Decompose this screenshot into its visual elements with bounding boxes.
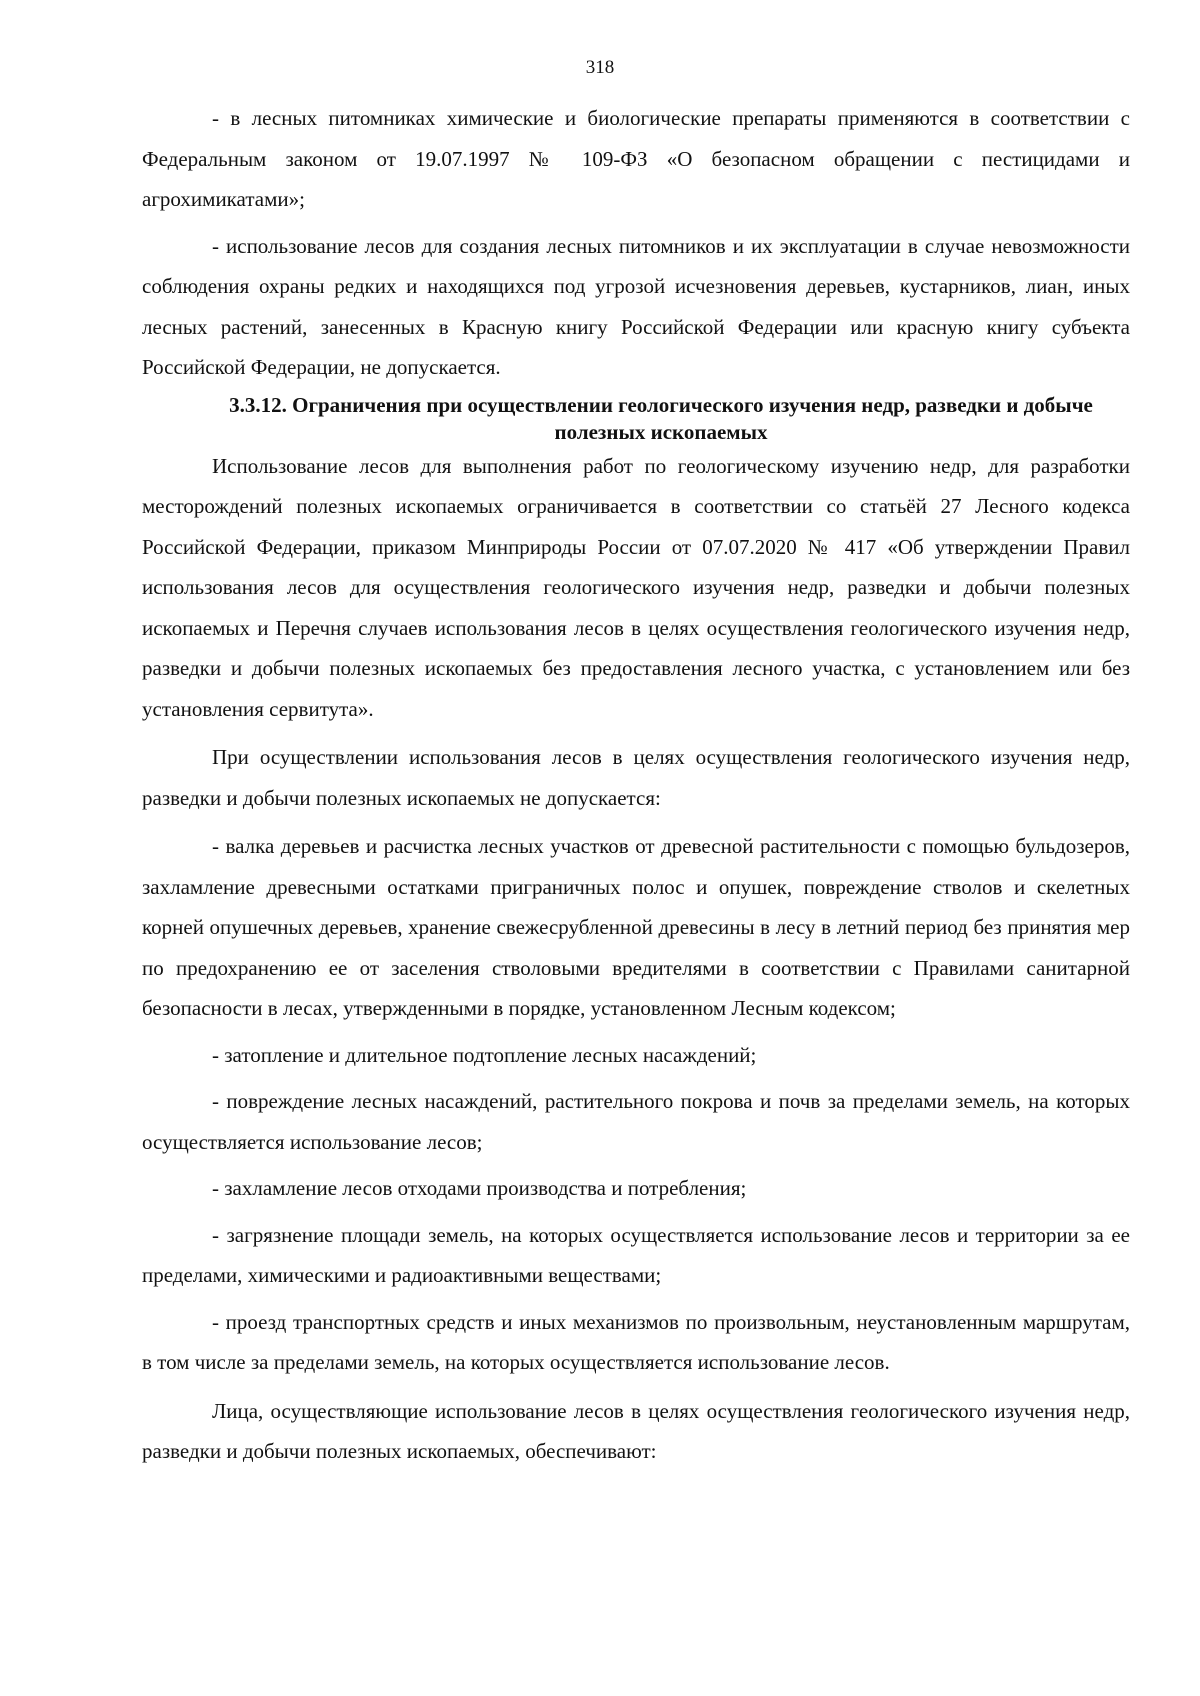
list-item-waste: - захламление лесов отходами производства и потребления;	[212, 1176, 747, 1200]
list-item-flooding: - затопление и длительное подтопление лесных насаждений;	[212, 1042, 757, 1067]
paragraph-not-allowed-intro: При осуществлении использования лесов в целях осуществления геологического изучения недр, разведки и добычи полезных ископаемых не допускается:	[142, 745, 1130, 810]
list-item-vehicles: - проезд транспортных средств и иных механизмов по произвольным, неустановленным маршрутам, в том числе за пределами земель, на которых осуществляется использование лесов.	[142, 1309, 1130, 1374]
paragraph-obligations: Лица, осуществляющие использование лесов в целях осуществления геологического изучения недр, разведки и добычи полезных ископаемых, обеспечивают:	[142, 1398, 1130, 1463]
paragraph-geology-intro: Использование лесов для выполнения работ по геологическому изучению недр, для разработки месторождений полезных ископаемых ограничивается в соответствии со статьёй 27 Лесного кодекса Российской Федерации, приказом Минприроды России от 07.07.2020 № 417 «Об утверждении Правил использования лесов для осуществления геологического изучения недр, разведки и добычи полезных ископаемых и Перечня случаев использования лесов в целях осуществления геологического изучения недр, разведки и добычи полезных ископаемых без предоставления лесного участка, с установлением или без установления сервитута».	[142, 453, 1130, 721]
list-item-damage: - повреждение лесных насаждений, растительного покрова и почв за пределами земель, на которых осуществляется использование лесов;	[142, 1089, 1130, 1154]
page-number: 318	[585, 57, 615, 78]
list-item-pollution: - загрязнение площади земель, на которых осуществляется использование лесов и территории за ее пределами, химическими и радиоактивными веществами;	[142, 1222, 1130, 1287]
section-heading: 3.3.12. Ограничения при осуществлении геологического изучения недр, разведки и добыче полезных ископаемых	[229, 392, 1093, 444]
document-body	[142, 98, 1130, 1472]
paragraph-pesticides: - в лесных питомниках химические и биологические препараты применяются в соответствии с Федеральным законом от 19.07.1997 № 109-ФЗ «О безопасном обращении с пестицидами и агрохимикатами»;	[142, 106, 1130, 211]
list-item-felling: - валка деревьев и расчистка лесных участков от древесной растительности с помощью бульдозеров, захламление древесными остатками приграничных полос и опушек, повреждение стволов и скелетных корней опушечных деревьев, хранение свежесрубленной древесины в лесу в летний период без принятия мер по предохранению ее от заселения стволовыми вредителями в соответствии с Правилами санитарной безопасности в лесах, утвержденными в порядке, установленном Лесным кодексом;	[142, 834, 1130, 1020]
paragraph-nurseries-red-book: - использование лесов для создания лесных питомников и их эксплуатации в случае невозможности соблюдения охраны редких и находящихся под угрозой исчезновения деревьев, кустарников, лиан, иных лесных растений, занесенных в Красную книгу Российской Федерации или красную книгу субъекта Российской Федерации, не допускается.	[142, 233, 1130, 379]
